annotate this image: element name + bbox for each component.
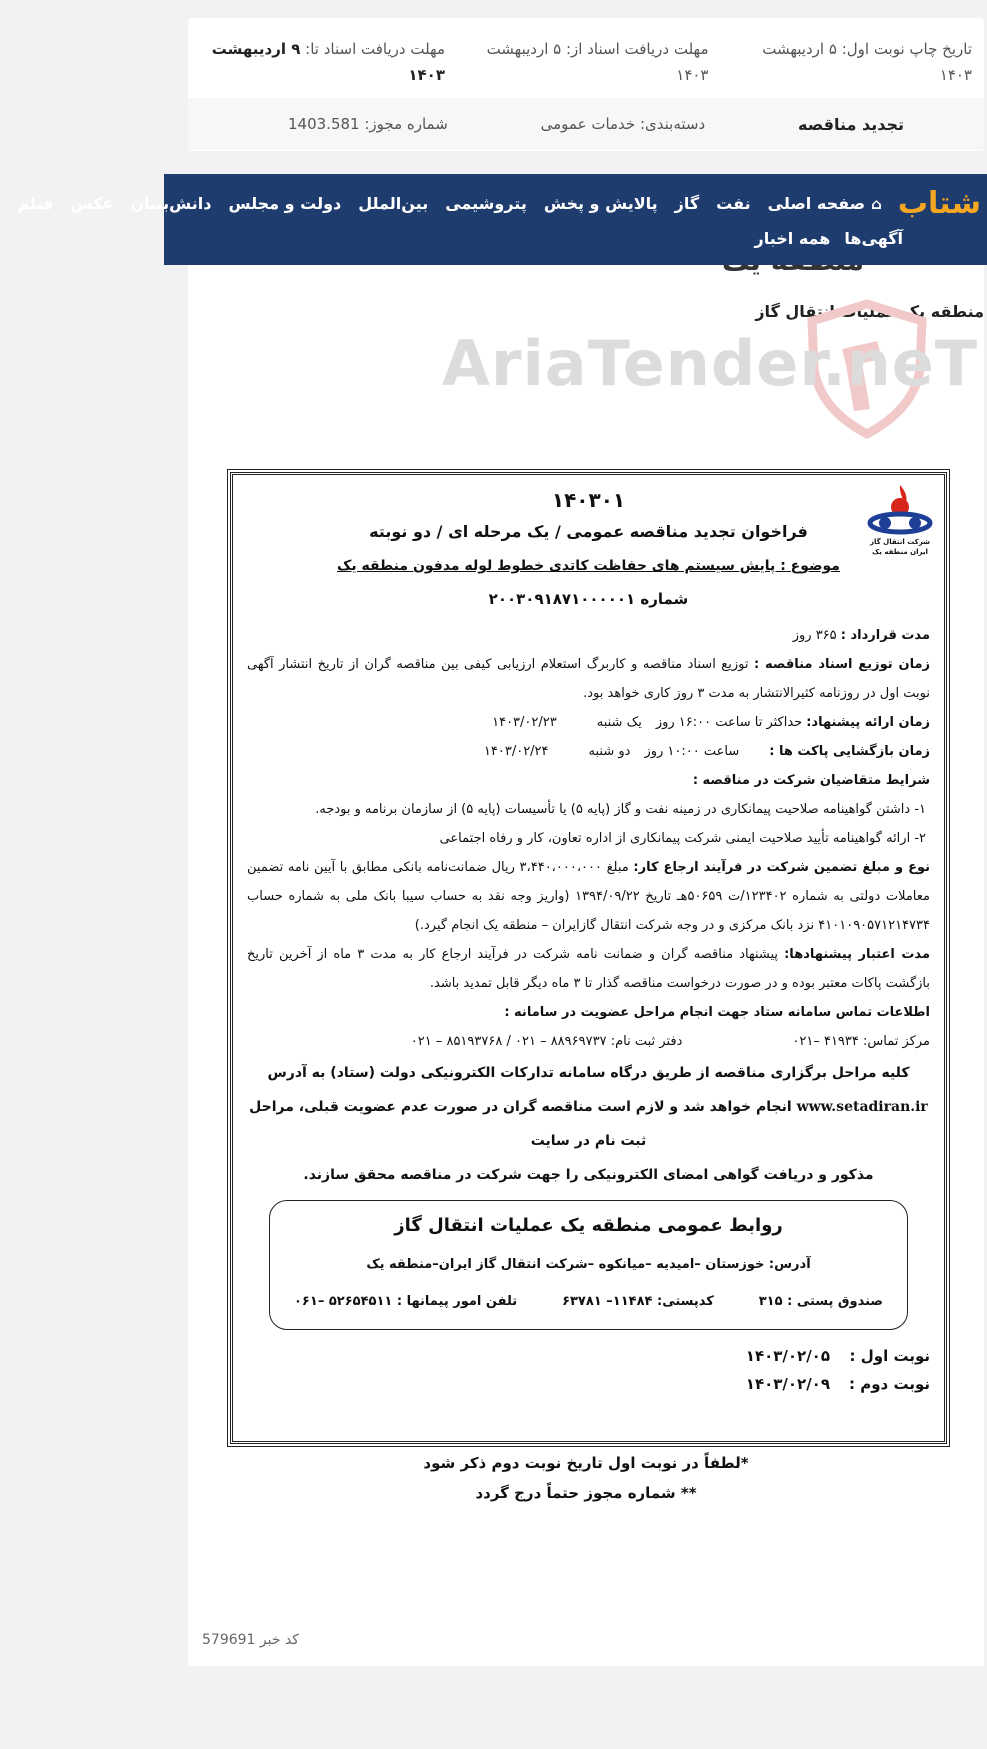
distribution-time: زمان توزیع اسناد مناقصه : توزیع اسناد مناقصه و کاربرگ استعلام ارزیابی کیفی بین مناقصه گران از تاریخ انتشار آگهی نوبت اول در روزنامه کثیرالانتشار به مدت ۳ روز کاری خواهد بود. xyxy=(247,657,931,701)
nav-all-news[interactable]: همه اخبار xyxy=(754,229,831,248)
opening-time: زمان بازگشایی پاکت ها : ساعت ۱۰:۰۰ روز دو شنبه ۱۴۰۳/۰۲/۲۴ xyxy=(483,744,930,759)
condition-1: ۱- داشتن گواهینامه صلاحیت پیمانکاری در زمینه نفت و گاز (پایه ۵) یا تأسیسات (پایه ۵) از سازمان برنامه و بودجه. xyxy=(315,802,926,817)
nav-ads[interactable]: آگهی‌ها xyxy=(844,229,903,248)
notice-subject: موضوع : پایش سیستم های حفاظت کاتدی خطوط لوله مدفون منطقه یک xyxy=(337,558,840,574)
gas-company-flame-icon xyxy=(867,483,933,535)
tender-category[interactable]: دسته‌بندی: خدمات عمومی xyxy=(540,115,706,133)
turn-1: نوبت اول : ۱۴۰۳/۰۲/۰۵ xyxy=(745,1347,930,1365)
nav-government[interactable]: دولت و مجلس xyxy=(228,193,342,213)
nav-knowledge[interactable]: دانش‌بنیان xyxy=(130,193,212,213)
public-relations-box xyxy=(269,1200,908,1330)
organization-name: منطقه یک عملیات انتقال گاز xyxy=(755,302,984,321)
validity: مدت اعتبار پیشنهادها: پیشنهاد مناقصه گران و ضمانت نامه شرکت در فرآیند ارجاع کار به مدت ۳ ماه از آخرین تاریخ بازگشت پاکات معتبر بوده و در صورت درخواست مناقصه گذار تا ۳ ماه دیگر قابل تمدید باشد. xyxy=(247,947,930,991)
news-code: کد خبر 579691 xyxy=(202,1632,299,1648)
contact-heading: اطلاعات تماس سامانه ستاد جهت انجام مراحل عضویت در سامانه : xyxy=(504,1005,930,1020)
notice-title: فراخوان تجدید مناقصه عمومی / یک مرحله ای / دو نوبته xyxy=(369,522,808,541)
tender-dates-row xyxy=(200,36,972,88)
receive-from: مهلت دریافت اسناد از: ۵ اردیبهشت ۱۴۰۳ xyxy=(486,40,709,84)
tender-info-card xyxy=(188,18,984,151)
nav-petrochemical[interactable]: پتروشیمی xyxy=(445,193,527,213)
main-navbar xyxy=(17,174,987,265)
contract-duration: مدت قرارداد : ۳۶۵ روز xyxy=(792,628,930,643)
notice-number: شماره ۲۰۰۳۰۹۱۸۷۱۰۰۰۰۰۱ xyxy=(488,590,689,608)
nav-refining[interactable]: پالایش و پخش xyxy=(543,193,658,213)
nav-row-1 xyxy=(0,186,987,220)
tender-notice-image xyxy=(230,472,947,1444)
company-logo: شرکت انتقال گاز ایران منطقه یک xyxy=(864,483,936,557)
setad-line-2: www.setadiran.ir انجام خواهد شد و لازم است مناقصه گران در صورت عدم عضویت قبلی، مراحل ثبت نام در سایت xyxy=(249,1099,928,1149)
nav-international[interactable]: بین‌الملل xyxy=(358,193,429,213)
pr-title: روابط عمومی منطقه یک عملیات انتقال گاز xyxy=(394,1215,783,1236)
footnote-1: *لطفاً در نوبت اول تاریخ نوبت دوم ذکر شود xyxy=(423,1454,749,1472)
offer-time: زمان ارائه پیشنهاد: حداکثر تا ساعت ۱۶:۰۰ روز یک شنبه ۱۴۰۳/۰۲/۲۳ xyxy=(492,715,930,730)
watermark xyxy=(312,299,979,439)
tender-content-card xyxy=(188,262,984,1666)
receive-to: مهلت دریافت اسناد تا: ۹ اردیبهشت ۱۴۰۳ xyxy=(211,40,445,84)
tender-type: تجدید مناقصه xyxy=(798,114,904,134)
nav-oil[interactable]: نفت xyxy=(716,193,751,213)
tender-sub-row xyxy=(188,98,984,150)
nav-photo[interactable]: عکس xyxy=(70,193,114,213)
pr-address: آدرس: خوزستان –امیدیه –میانکوه –شرکت انتقال گاز ایران–منطقه یک xyxy=(366,1257,811,1272)
conditions-heading: شرایط متقاضیان شرکت در مناقصه : xyxy=(692,773,930,788)
condition-2: ۲- ارائه گواهینامه تأیید صلاحیت ایمنی شرکت پیمانکاری از اداره تعاون، کار و رفاه اجتماعی xyxy=(439,831,926,846)
setad-line-3: مذکور و دریافت گواهی امضای الکترونیکی را جهت شرکت در مناقصه محقق سازند. xyxy=(303,1167,874,1183)
pr-contact-row: صندوق پستی : ۳۱۵ کدپستی: ۱۱۴۸۴– ۶۳۷۸۱ تلفن امور پیمانها : ۵۲۶۵۴۵۱۱ –۰۶۱ xyxy=(294,1294,883,1309)
nav-video[interactable]: فیلم xyxy=(17,193,54,213)
turn-2: نوبت دوم : ۱۴۰۳/۰۲/۰۹ xyxy=(745,1375,930,1393)
notice-number-top: ۱۴۰۳۰۱ xyxy=(551,488,626,512)
nav-home[interactable]: ⌂صفحه اصلی xyxy=(767,193,882,213)
nav-gas[interactable]: گاز xyxy=(674,193,700,213)
setad-line-1: کلیه مراحل برگزاری مناقصه از طریق درگاه سامانه تدارکات الکترونیکی دولت (ستاد) به آدرس xyxy=(267,1065,910,1081)
guarantee: نوع و مبلغ تضمین شرکت در فرآیند ارجاع کار: مبلغ ۳،۴۴۰،۰۰۰،۰۰۰ ریال ضمانت‌نامه بانکی مطابق با آیین نامه تضمین معاملات دولتی به شماره ۱۲۳۴۰۲/ت ۵۰۶۵۹هـ تاریخ ۱۳۹۴/۰۹/۲۲ (واریز وجه نقد به حساب سیبا بانک ملی به شماره حساب ۴۱۰۱۰۹۰۵۷۱۲۱۴۷۳۴ نزد بانک مرکزی و در وجه شرکت انتقال گازایران – منطقه یک انجام گیرد.) xyxy=(247,860,931,933)
watermark-text: AriaTender.neT xyxy=(442,327,979,400)
site-logo[interactable]: شتاب xyxy=(897,185,981,221)
license-number: شماره مجوز: 1403.581 xyxy=(288,115,448,133)
footnote-2: ** شماره مجوز حتماً درج گردد xyxy=(475,1484,697,1502)
contact-row: مرکز تماس: ۴۱۹۳۴ –۰۲۱ دفتر ثبت نام: ۸۸۹۶۹۷۳۷ – ۰۲۱ / ۸۵۱۹۳۷۶۸ – ۰۲۱ xyxy=(410,1034,930,1049)
print-date: تاریخ چاپ نوبت اول: ۵ اردیبهشت ۱۴۰۳ xyxy=(762,40,972,84)
home-icon: ⌂ xyxy=(871,194,882,213)
nav-row-2 xyxy=(741,229,904,248)
